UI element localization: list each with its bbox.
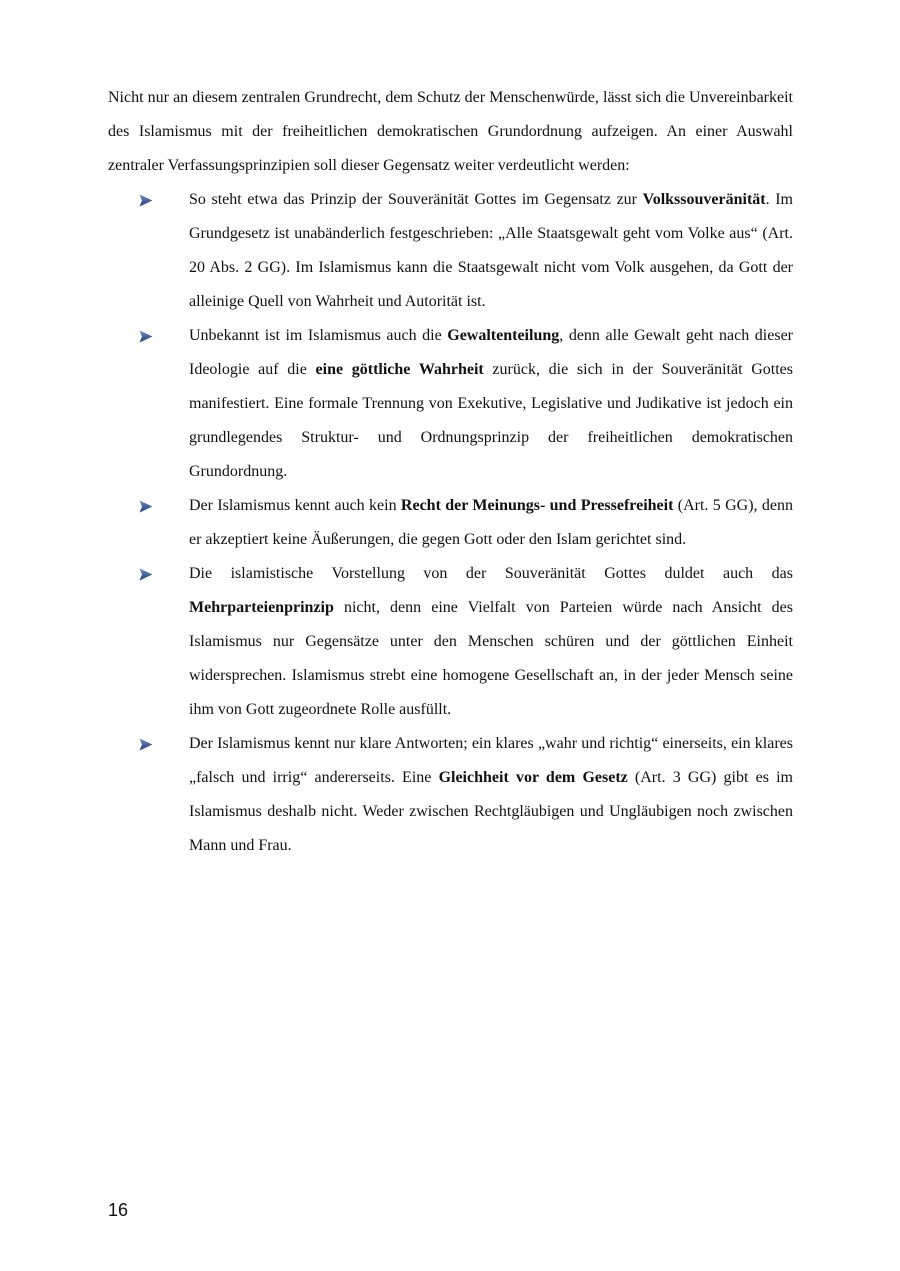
bullet-item-mehrparteienprinzip <box>108 557 793 727</box>
term-gleichheit: Gleichheit vor dem Gesetz <box>438 769 628 786</box>
triangle-arrow-icon <box>139 330 153 343</box>
triangle-arrow-icon <box>139 500 153 513</box>
triangle-arrow-icon <box>139 738 153 751</box>
term-meinungsfreiheit: Recht der Meinungs- und Pressefreiheit <box>400 497 674 514</box>
bullet-item-volkssouveraenitaet <box>108 183 793 319</box>
triangle-arrow-icon <box>139 568 153 581</box>
intro-paragraph: Nicht nur an diesem zentralen Grundrecht, dem Schutz der Menschenwürde, lässt sich die Unvereinbarkeit des Islamismus mit der freiheitlichen demokratischen Grundordnung aufzeigen. An einer Auswahl zentraler Verfassungsprinzipien soll dieser Gegensatz weiter verdeutlicht werden: <box>108 89 793 174</box>
bullet-item-gleichheit <box>108 727 793 863</box>
bullet-text: Der Islamismus kennt nur klare Antworten; ein klares „wahr und richtig“ einerseits, ein klares „falsch und irrig“ andererseits. Eine Gleichheit vor dem Gesetz (Art. 3 GG) gibt es im Islamismus deshalb nicht. Weder zwischen Rechtgläubigen und Ungläubigen noch zwischen Mann und Frau. <box>189 735 794 854</box>
bullet-list <box>108 183 793 863</box>
bullet-item-meinungsfreiheit <box>108 489 793 557</box>
term-goettliche-wahrheit: eine göttliche Wahrheit <box>315 361 484 378</box>
page-number: 16 <box>108 1200 129 1220</box>
bullet-text: Unbekannt ist im Islamismus auch die Gewaltenteilung, denn alle Gewalt geht nach dieser Ideologie auf die eine göttliche Wahrheit zurück, die sich in der Souveränität Gottes manifestiert. Eine formale Trennung von Exekutive, Legislative und Judikative ist jedoch ein grundlegendes Struktur- und Ordnungsprinzip der freiheitlichen demokratischen Grundordnung. <box>189 327 793 480</box>
triangle-arrow-icon <box>139 194 153 207</box>
bullet-text: Die islamistische Vorstellung von der Souveränität Gottes duldet auch das Mehrparteienprinzip nicht, denn eine Vielfalt von Parteien würde nach Ansicht des Islamismus nur Gegensätze unter den Menschen schüren und der göttlichen Einheit widersprechen. Islamismus strebt eine homogene Gesellschaft an, in der jeder Mensch seine ihm von Gott zugeordnete Rolle ausfüllt. <box>189 565 793 718</box>
bullet-text: So steht etwa das Prinzip der Souveränität Gottes im Gegensatz zur Volkssouveränität. Im Grundgesetz ist unabänderlich festgeschrieben: „Alle Staatsgewalt geht vom Volke aus“ (Art. 20 Abs. 2 GG). Im Islamismus kann die Staatsgewalt nicht vom Volk ausgehen, da Gott der alleinige Quell von Wahrheit und Autorität ist. <box>189 191 793 310</box>
bullet-text: Der Islamismus kennt auch kein Recht der Meinungs- und Pressefreiheit (Art. 5 GG), denn er akzeptiert keine Äußerungen, die gegen Gott oder den Islam gerichtet sind. <box>189 497 794 548</box>
term-mehrparteienprinzip: Mehrparteienprinzip <box>189 599 334 616</box>
term-gewaltenteilung: Gewaltenteilung <box>447 327 560 344</box>
bullet-item-gewaltenteilung <box>108 319 793 489</box>
page-content <box>108 81 793 863</box>
term-volkssouveraenitaet: Volkssouveränität <box>642 191 766 208</box>
